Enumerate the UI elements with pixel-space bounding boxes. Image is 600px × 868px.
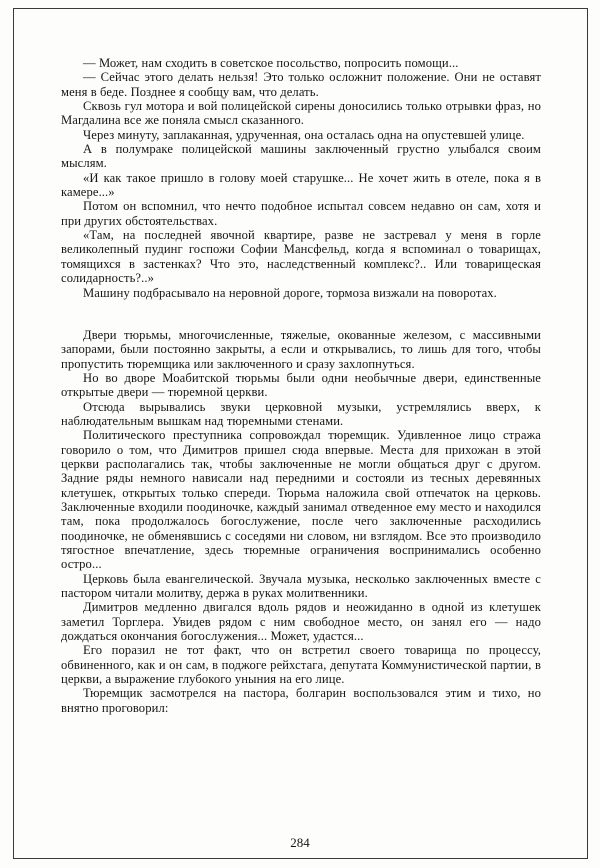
paragraph: Церковь была евангелической. Звучала музыка, несколько заключенных вместе с пастором читали молитву, держа в руках молитвенники.: [61, 571, 541, 601]
paragraph: Потом он вспомнил, что нечто подобное испытал совсем недавно он сам, хотя и при других обстоятельствах.: [61, 199, 541, 228]
paragraph: Машину подбрасывало на неровной дороге, тормоза визжали на поворотах.: [83, 285, 497, 300]
paragraph: А в полумраке полицейской машины заключенный грустно улыбался своим мыслям.: [61, 142, 541, 171]
paragraph: Сквозь гул мотора и вой полицейской сирены доносились только отрывки фраз, но Магдалина все же поняла смысл сказанного.: [61, 99, 541, 128]
paragraph: — Сейчас этого делать нельзя! Это только осложнит положение. Они не оставят меня в беде. Позднее я сообщу вам, что делать.: [61, 70, 541, 99]
paragraph: Отсюда вырывались звуки церковной музыки, устремлялись вверх, к наблюдательным вышкам над тюремными стенами.: [61, 399, 541, 428]
page-number: 284: [290, 835, 310, 850]
paragraph-section-start: Двери тюрьмы, многочисленные, тяжелые, окованные железом, с массивными запорами, были постоянно закрыты, а если и открывались, то лишь для того, чтобы пропустить тюремщика или заключенного и сразу захлопнуться.: [61, 327, 541, 371]
paragraph: Но во дворе Моабитской тюрьмы были одни необычные двери, единственные открытые двери — тюремной церкви.: [61, 370, 541, 400]
paragraph: «Там, на последней явочной квартире, разве не застревал у меня в горле великолепный пудинг госпожи Софии Мансфельд, когда я вспоминал о товарищах, томящихся в застенках? Что это, наследственный комплекс?.. Или товарищеская солидарность?..»: [61, 228, 541, 286]
paragraph: Через минуту, заплаканная, удрученная, она осталась одна на опустевшей улице.: [83, 127, 525, 142]
paragraph: Политического преступника сопровождал тюремщик. Удивленное лицо стража говорило о том, что Димитров пришел сюда впервые. Места для прихожан в этой церкви располагались так, чтобы заключенные не могли общаться друг с другом. Задние ряды немного нависали над передними и состояли из тесных деревянных клетушек, открытых только спереди. Тюрьма наложила свой отпечаток на церковь. Заключенные входили поодиночке, каждый занимал отведенное ему место и находился там, пока продолжалось богослужение, после чего заключенные расходились поодиночке, не обменявшись с соседями ни словом, ни взглядом. Все это производило тягостное впечатление, здесь тюремные ограничения воспринимались особенно остро...: [61, 428, 541, 572]
paragraph: Димитров медленно двигался вдоль рядов и неожиданно в одной из клетушек заметил Торглера. Увидев рядом с ним свободное место, он занял его — надо дождаться окончания богослужения... Может, удастся...: [61, 600, 541, 644]
paragraph: Его поразил не тот факт, что он встретил своего товарища по процессу, обвиненного, как и он сам, в поджоге рейхстага, депутата Коммунистической партии, в церкви, а выражение глубокого уныния на его лице.: [61, 643, 541, 687]
paragraph: «И как такое пришло в голову моей старушке... Не хочет жить в отеле, пока я в камере...»: [61, 170, 541, 200]
paragraph: — Может, нам сходить в советское посольство, попросить помощи...: [83, 56, 459, 70]
paragraph: Тюремщик засмотрелся на пастора, болгарин воспользовался этим и тихо, но внятно проговорил:: [61, 686, 541, 715]
page-body-text: [61, 56, 541, 715]
